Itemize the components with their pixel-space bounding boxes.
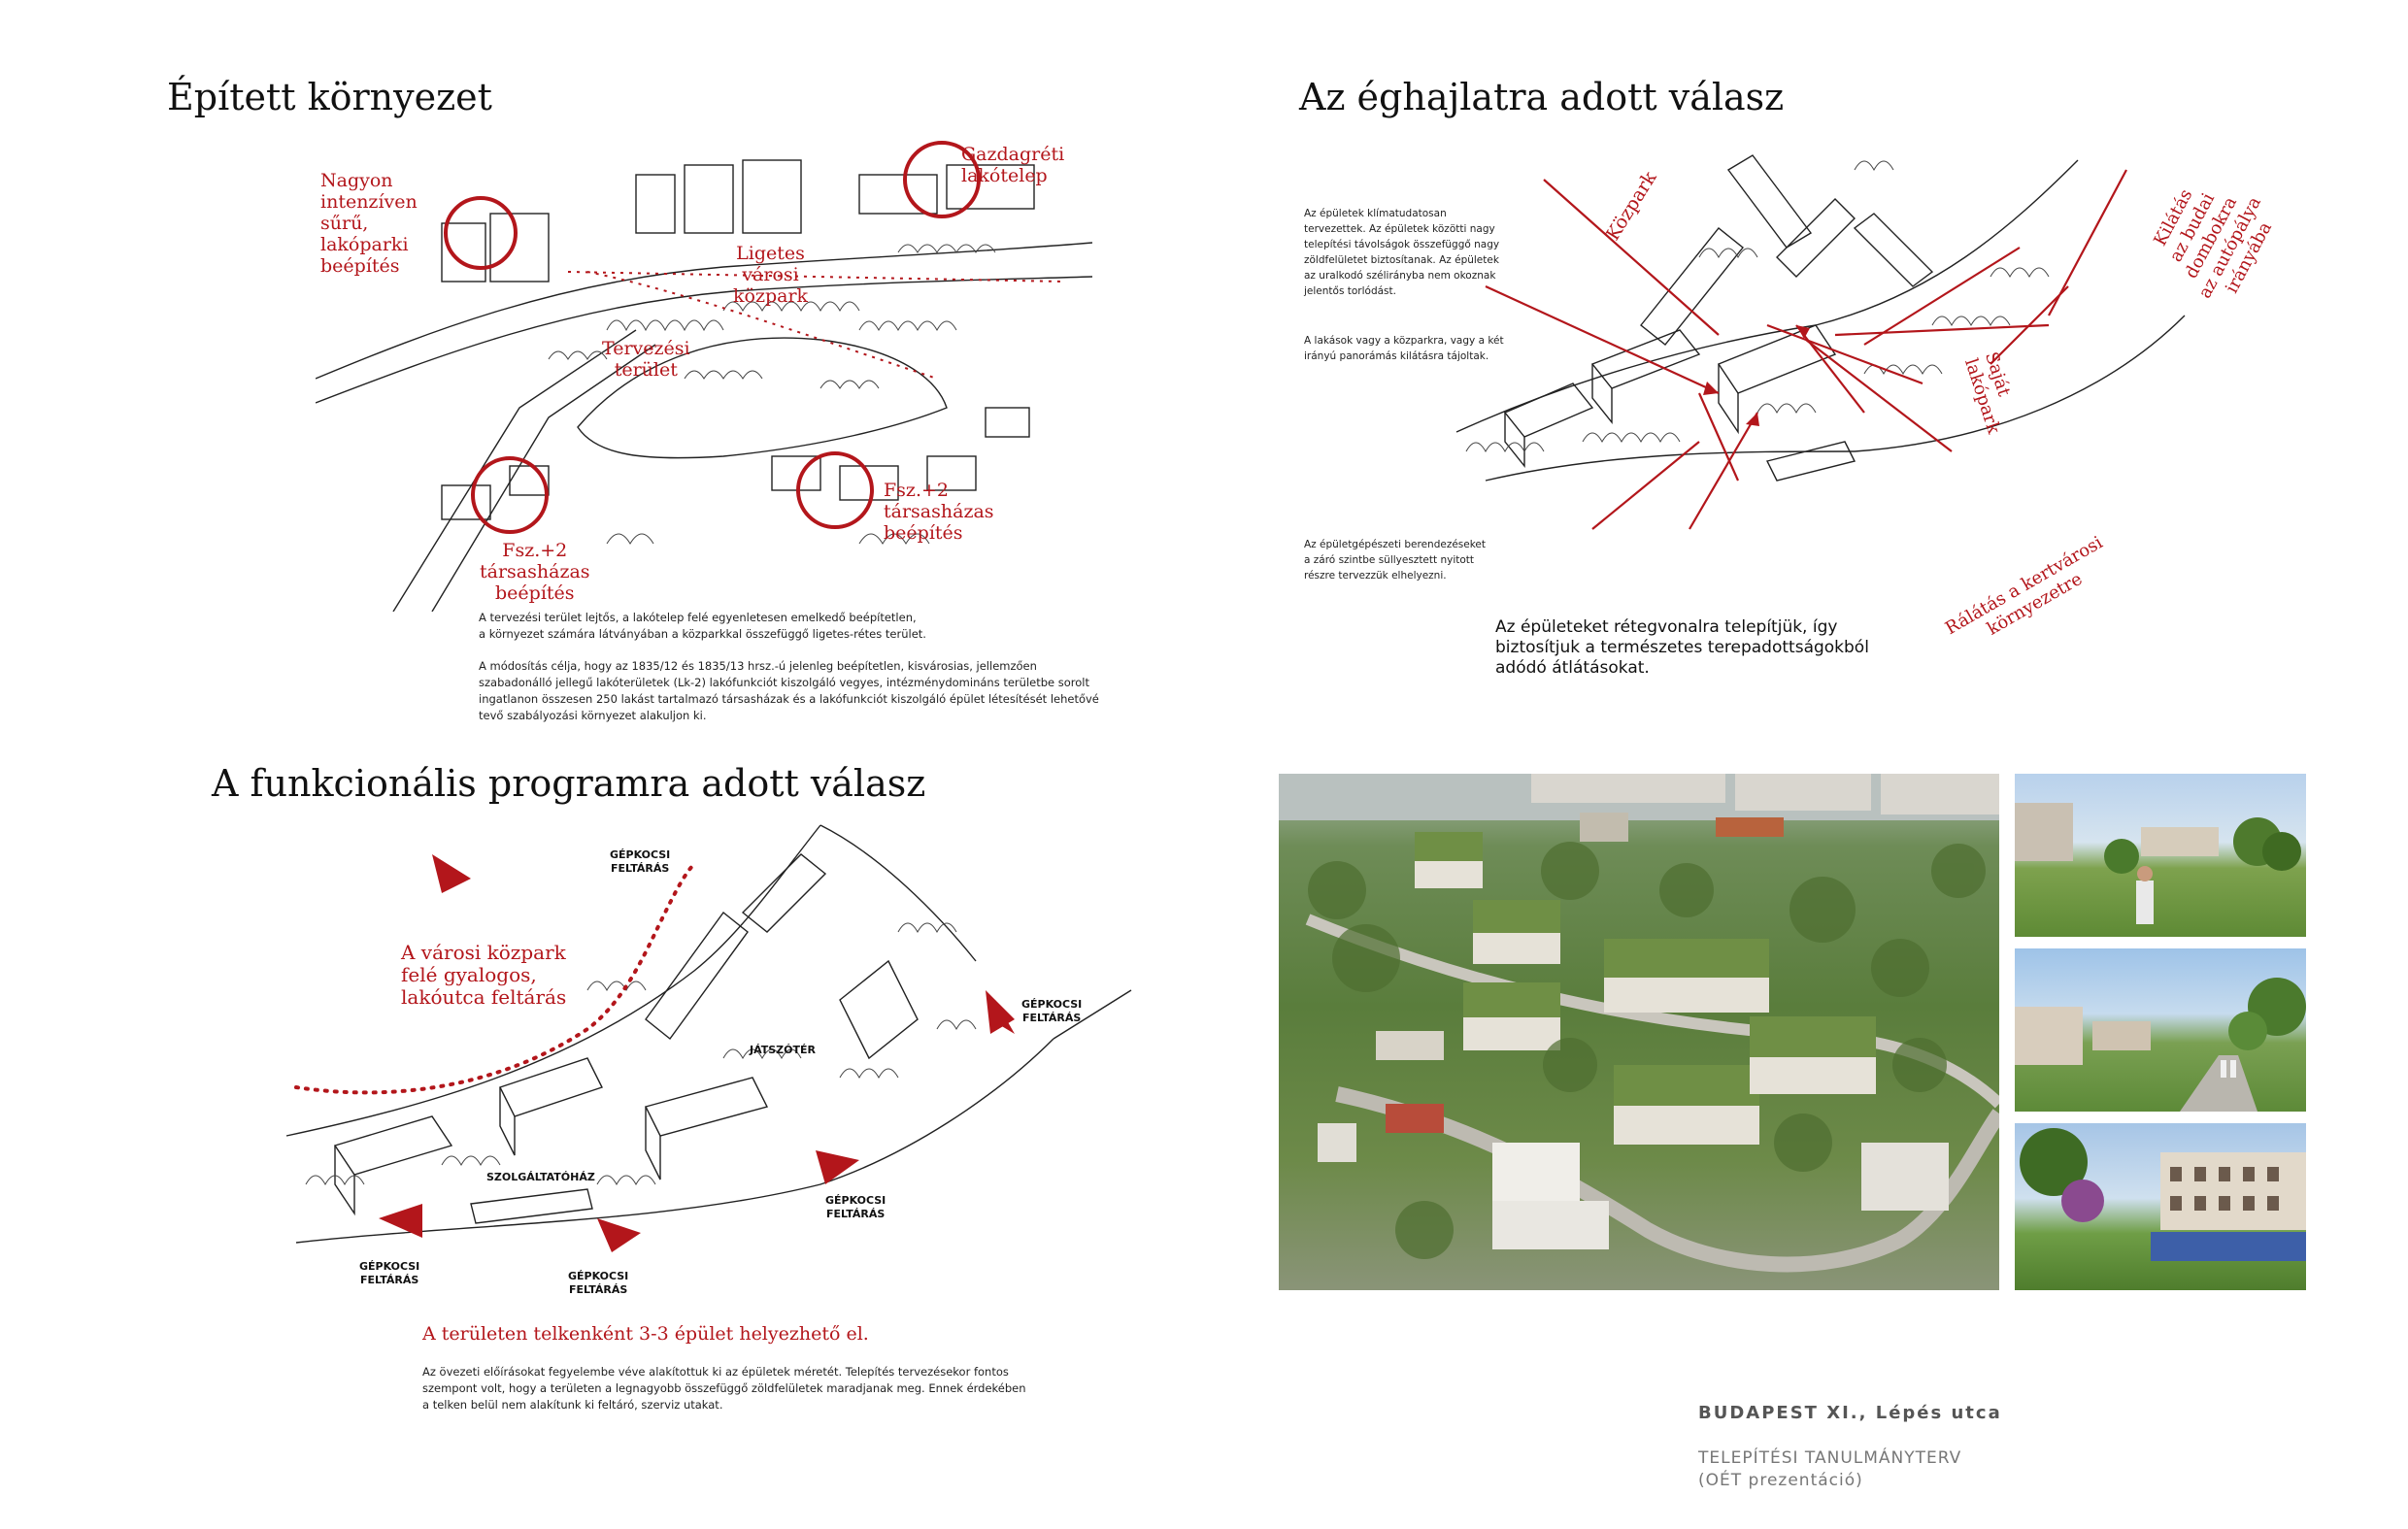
access-label-right: GÉPKOCSI FELTÁRÁS [1021,998,1083,1024]
climate-para-2: A lakások vagy a közparkra, vagy a két irányú panorámás kilátásra tájoltak. [1304,335,1504,362]
access-label-right-low: GÉPKOCSI FELTÁRÁS [825,1194,886,1220]
label-pedestrian: A városi közpark felé gyalogos, lakóutca feltárás [401,941,567,1009]
szolgaltatohaz-label: SZOLGÁLTATÓHÁZ [486,1171,595,1183]
label-park: Ligetes városi közpark [733,243,809,307]
triangle-arrow [816,1150,859,1184]
climate-sketch [1447,131,2204,587]
function-title: A funkcionális programra adott válasz [212,762,926,805]
built-para-2: A módosítás célja, hogy az 1835/12 és 1835/13 hrsz.-ú jelenleg beépítetlen, kisvárosias, jellemzően szabadonálló jellegű lakóterületek (Lk-2) lakófunkciót kiszolgáló vegyes, intézménydomináns területbe sorolt ingatlanon összesen 250 lakást tartalmazó társasházak és a lakófunkciót kiszolgáló épület létesítését lehetővé tevő szabályozási környezet alakuljon ki. [479,659,1099,722]
function-sketch [277,815,1151,1281]
function-para: Az övezeti előírásokat fegyelembe véve alakítottuk ki az épületek méretét. Telepítés tervezésekor fontos szempont volt, hogy a területen a legnagyobb összefüggő zöldfelületek maradjanak meg. Ennek érdekében a telken belül nem alakítunk ki feltáró, szerviz utakat. [422,1365,1026,1412]
function-subtitle: A területen telkenként 3-3 épület helyezhető el. [422,1323,869,1345]
label-sajat-lakopark: Saját lakópark [1960,349,2015,437]
built-title: Épített környezet [167,76,492,118]
footer-doc-sub: (OÉT prezentáció) [1698,1471,1863,1490]
label-gazdagret: Gazdagréti lakótelep [961,144,1065,186]
label-kozpark: Közpark [1602,167,1661,245]
climate-para-1: Az épületek klímatudatosan tervezettek. Az épületek közötti nagy telepítési távolságok összefüggő nagy zöldfelületet biztosítanak. Az épületek az uralkodó szélirányba nem okoznak jelentős torlódást. [1304,208,1500,297]
jatszoter-label: JÁTSZÓTÉR [750,1044,816,1056]
climate-para-3: Az épületgépészeti berendezéseket a záró szintbe süllyesztett nyitott részre tervezzük elhelyezni. [1304,539,1487,582]
label-condo-left: Fsz.+2 társasházas beépítés [480,540,590,604]
label-site: Tervezési terület [602,338,690,381]
triangle-arrow [432,854,471,893]
access-label-mid: GÉPKOCSI FELTÁRÁS [568,1270,629,1296]
triangle-arrow [597,1218,641,1252]
access-label-left: GÉPKOCSI FELTÁRÁS [359,1260,420,1286]
aerial-render [1279,774,1999,1290]
label-kilatas: Kilátás az budai dombokra az autópálya irányába [2150,185,2277,302]
label-dense: Nagyon intenzíven sűrű, lakóparki beépítés [320,170,418,277]
climate-para-4: Az épületeket rétegvonalra telepítjük, így biztosítjuk a természetes terepadottságokból adódó átlátásokat. [1495,617,1869,678]
label-ralatas: Rálátás a kertvárosi környezetre [1942,532,2107,640]
footer-doc-type: TELEPÍTÉSI TANULMÁNYTERV [1698,1448,1962,1468]
built-para-1: A tervezési terület lejtős, a lakótelep felé egyenletesen emelkedő beépítetlen, a környezet számára látványában a közparkkal összefüggő ligetes-rétes terület. [479,611,926,641]
access-label-top: GÉPKOCSI FELTÁRÁS [610,848,671,875]
render-3 [2015,1123,2306,1290]
label-condo-right: Fsz.+2 társasházas beépítés [884,480,994,544]
render-1 [2015,774,2306,937]
circle-marker [446,198,516,268]
render-2 [2015,948,2306,1112]
footer-location: BUDAPEST XI., Lépés utca [1698,1403,2002,1423]
climate-title: Az éghajlatra adott válasz [1299,76,1785,118]
